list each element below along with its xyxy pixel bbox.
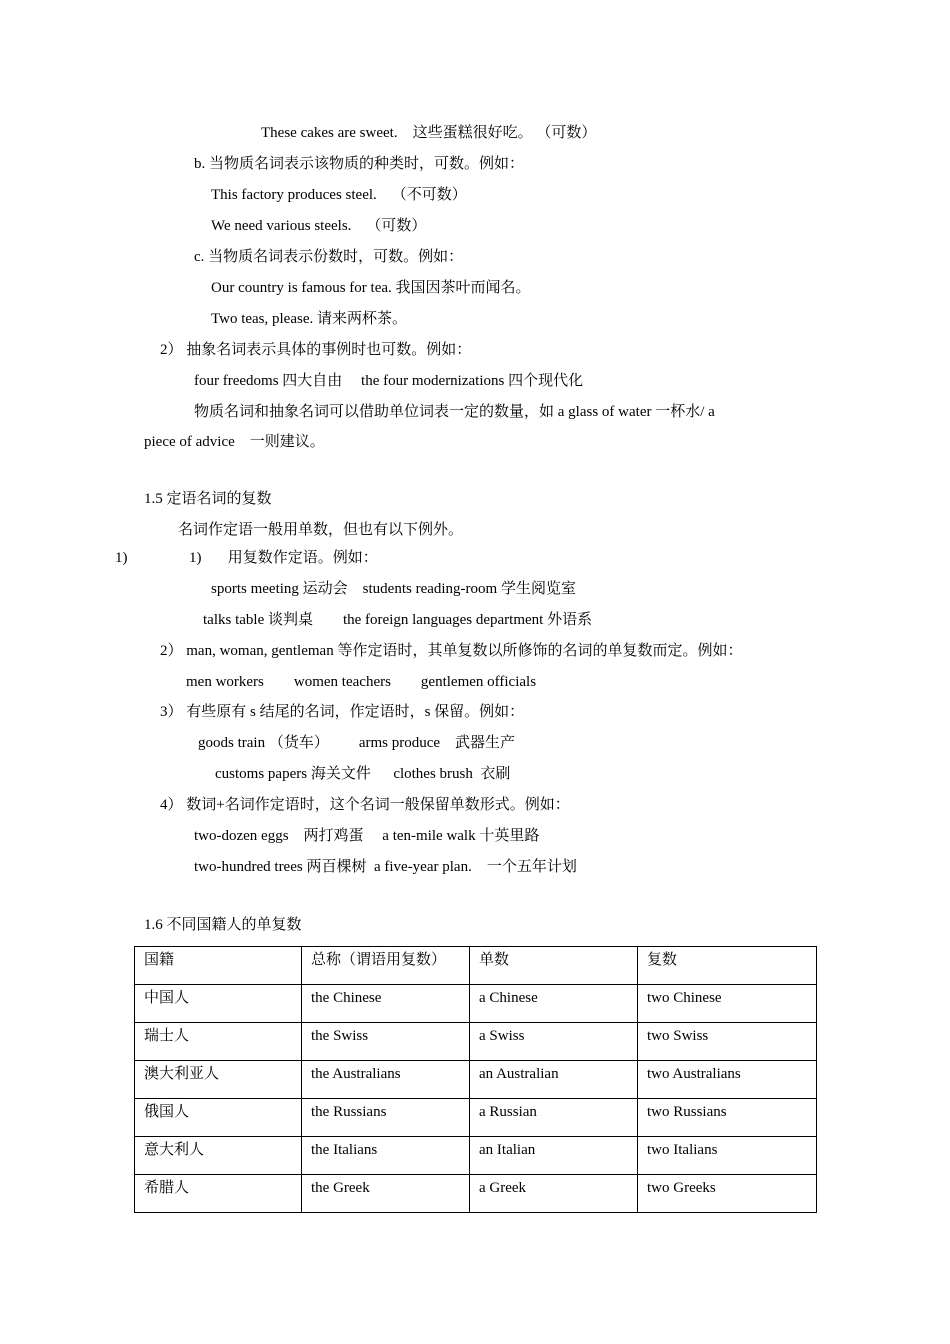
table-cell: two Russians [638, 1099, 817, 1137]
table-row [135, 985, 817, 1023]
example-steel-uncountable: This factory produces steel. （不可数） [211, 187, 467, 203]
unit-words-line-1: 物质名词和抽象名词可以借助单位词表一定的数量，如 a glass of water 一杯水/ a [194, 404, 715, 420]
example-3-line-1: goods train （货车） arms produce 武器生产 [198, 735, 516, 751]
table-cell: 俄国人 [135, 1099, 302, 1137]
table-cell: 中国人 [135, 985, 302, 1023]
table-cell: 希腊人 [135, 1175, 302, 1213]
example-tea-famous: Our country is famous for tea. 我国因茶叶而闻名。 [211, 280, 531, 296]
unit-words-line-2: piece of advice 一则建议。 [144, 434, 325, 450]
example-two-teas: Two teas, please. 请来两杯茶。 [211, 311, 407, 327]
table-cell: 意大利人 [135, 1137, 302, 1175]
example-cakes: These cakes are sweet. 这些蛋糕很好吃。 （可数） [261, 125, 597, 141]
table-cell: two Australians [638, 1061, 817, 1099]
table-cell: two Italians [638, 1137, 817, 1175]
table-row [135, 1061, 817, 1099]
table-cell: two Chinese [638, 985, 817, 1023]
table-row [135, 1023, 817, 1061]
table-cell: the Swiss [302, 1023, 470, 1061]
table-row [135, 1175, 817, 1213]
table-row [135, 1099, 817, 1137]
nationality-table [134, 946, 817, 1213]
header-collective: 总称（谓语用复数） [302, 947, 470, 985]
point-c-heading: c. 当物质名词表示份数时，可数。例如： [194, 249, 464, 265]
example-freedoms: four freedoms 四大自由 the four modernizations 四个现代化 [194, 373, 584, 389]
table-row [135, 1137, 817, 1175]
point-2-abstract-nouns: 2） 抽象名词表示具体的事例时也可数。例如： [160, 342, 472, 358]
table-cell: a Greek [470, 1175, 638, 1213]
item-2-man-woman: 2） man, woman, gentleman 等作定语时，其单复数以所修饰的名词的单复数而定。例如： [160, 643, 743, 659]
table-header-row [135, 947, 817, 985]
example-4-line-2: two-hundred trees 两百棵树 a five-year plan. 一个五年计划 [194, 859, 577, 875]
table-cell: the Italians [302, 1137, 470, 1175]
header-plural: 复数 [638, 947, 817, 985]
table-cell: two Swiss [638, 1023, 817, 1061]
example-steel-countable: We need various steels. （可数） [211, 218, 427, 234]
table-cell: the Chinese [302, 985, 470, 1023]
list-marker-1: 1) [115, 550, 128, 566]
table-cell: 瑞士人 [135, 1023, 302, 1061]
table-cell: two Greeks [638, 1175, 817, 1213]
item-4-numeral-noun: 4） 数词+名词作定语时，这个名词一般保留单数形式。例如： [160, 797, 570, 813]
example-2: men workers women teachers gentlemen officials [186, 674, 537, 690]
example-4-line-1: two-dozen eggs 两打鸡蛋 a ten-mile walk 十英里路 [194, 828, 540, 844]
section-1-6-heading: 1.6 不同国籍人的单复数 [144, 917, 302, 933]
header-singular: 单数 [470, 947, 638, 985]
example-1-line-1: sports meeting 运动会 students reading-room 学生阅览室 [211, 581, 576, 597]
table-cell: an Italian [470, 1137, 638, 1175]
table-cell: the Greek [302, 1175, 470, 1213]
table-cell: the Australians [302, 1061, 470, 1099]
table-cell: a Chinese [470, 985, 638, 1023]
header-nationality: 国籍 [135, 947, 302, 985]
table-cell: an Australian [470, 1061, 638, 1099]
section-1-5-heading: 1.5 定语名词的复数 [144, 491, 272, 507]
table-cell: a Swiss [470, 1023, 638, 1061]
table-cell: the Russians [302, 1099, 470, 1137]
example-1-line-2: talks table 谈判桌 the foreign languages department 外语系 [203, 612, 593, 628]
section-1-5-intro: 名词作定语一般用单数，但也有以下例外。 [178, 522, 464, 538]
item-3-s-ending: 3） 有些原有 s 结尾的名词，作定语时，s 保留。例如： [160, 704, 525, 720]
table-cell: 澳大利亚人 [135, 1061, 302, 1099]
point-b-heading: b. 当物质名词表示该物质的种类时，可数。例如： [194, 156, 525, 172]
example-3-line-2: customs papers 海关文件 clothes brush 衣刷 [215, 766, 511, 782]
table-cell: a Russian [470, 1099, 638, 1137]
item-1-plural-attributive: 1) 用复数作定语。例如： [189, 550, 378, 566]
